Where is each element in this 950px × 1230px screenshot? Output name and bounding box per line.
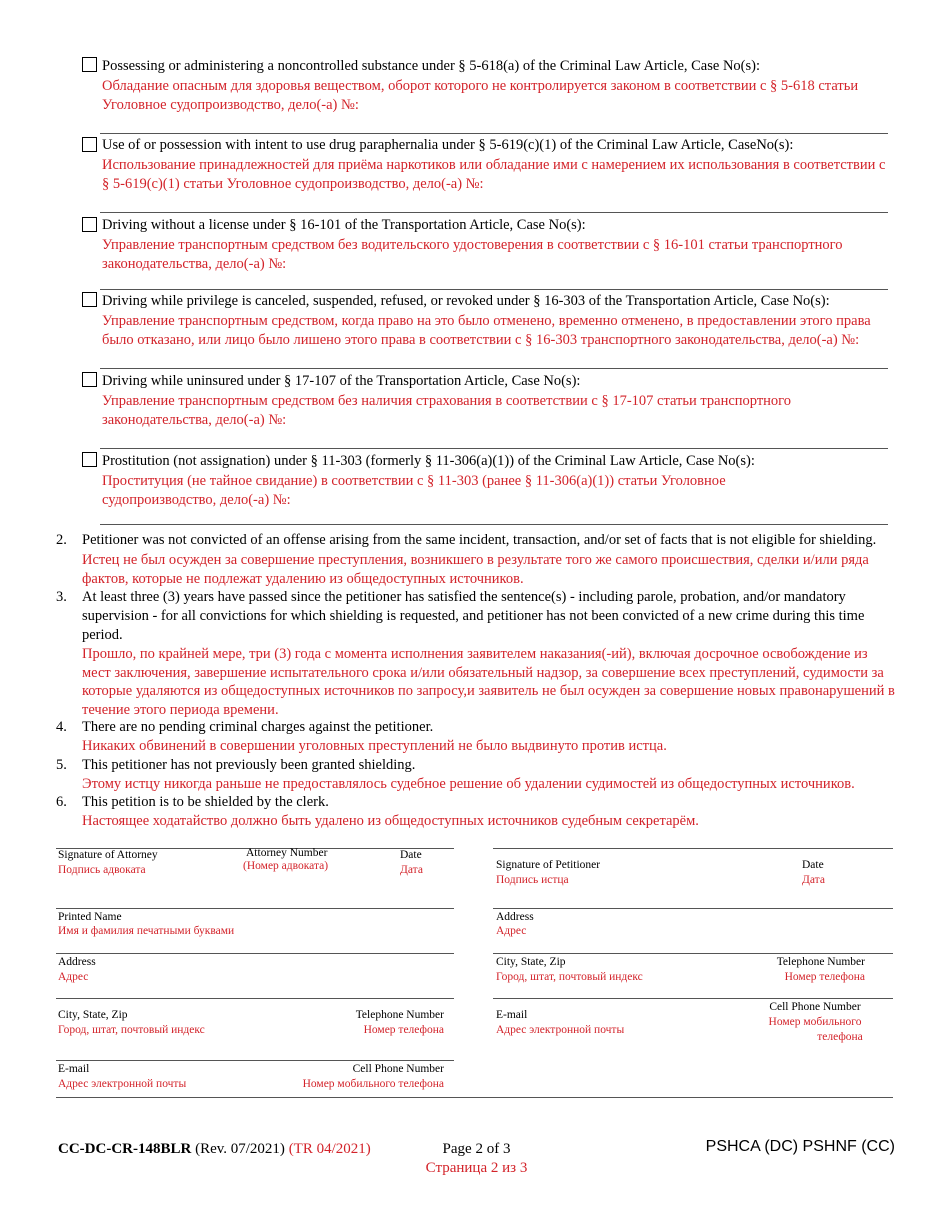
item-label-en: Driving while uninsured under § 17-107 of the Transportation Article, Case No(s): [102,373,581,389]
petitioner-address-label: Address [496,911,534,923]
form-translation-revision: (TR 04/2021) [288,1141,371,1157]
statement-en: Petitioner was not convicted of an offense arising from the same incident, transaction, and/or set of facts that is not eligible for shielding. [82,532,877,548]
attorney-city-label: City, State, Zip [58,1009,128,1021]
item-label-en: Driving without a license under § 16-101 of the Transportation Article, Case No(s): [102,217,586,233]
petitioner-date-label-ru: Дата [802,874,825,886]
petitioner-email-line[interactable] [493,998,893,999]
item-label-ru: Управление транспортным средством без водительского удостоверения в соответствии с § 16-101 статьи транспортного законодательства, дело(-а) №: [102,237,843,272]
attorney-address-label-ru: Адрес [58,971,89,983]
statement-number: 6. [56,794,67,810]
statement-ru: Прошло, по крайней мере, три (3) года с момента исполнения заявителем наказания(-ий), включая досрочное освобождение из мест заключения, завершение испытательного срока и/или обязательный надзор, за совершение всех преступлений, судимости за которые удаляются из общедоступных источников по запросу,и заявитель не был осужден за совершение новых правонарушений в течение этого периода времени. [82,646,895,718]
statement-ru: Настоящее ходатайство должно быть удалено из общедоступных источников судебным секретарём. [82,813,699,829]
attorney-phone-label: Telephone Number [355,1009,444,1021]
statement-en: There are no pending criminal charges against the petitioner. [82,719,434,735]
case-number-line[interactable] [100,133,888,134]
petitioner-phone-label: Telephone Number [776,956,865,968]
petitioner-email-label-ru: Адрес электронной почты [496,1024,625,1036]
case-number-line[interactable] [100,212,888,213]
checkbox-driving-uninsured[interactable] [82,372,97,387]
petitioner-cell-label-ru-2: телефона [817,1031,863,1043]
attorney-printed-name-line[interactable] [56,908,454,909]
form-codes: PSHCA (DC) PSHNF (CC) [705,1138,895,1155]
attorney-phone-label-ru: Номер телефона [363,1024,444,1036]
attorney-signature-label: Signature of Attorney [58,849,158,861]
item-label-ru: Использование принадлежностей для приёма наркотиков или обладание ими с намерением их использования в соответствии с § 5-619(c)(1) статьи Уголовное судопроизводство, дело(-а) №: [102,157,886,192]
attorney-address-line[interactable] [56,953,454,954]
item-label-ru: Обладание опасным для здоровья веществом, оборот которого не контролируется законом в соответствии с § 5-618 статьи Уголовное судопроизводство, дело(-а) №: [102,78,859,113]
petitioner-signature-line[interactable] [493,848,893,849]
attorney-city-line[interactable] [56,998,454,999]
item-label-ru: Управление транспортным средством без наличия страхования в соответствии с § 17-107 статьи транспортного законодательства, дело(-а) №: [102,393,792,428]
petitioner-email-label: E-mail [496,1009,528,1021]
statement-en: This petitioner has not previously been granted shielding. [82,757,416,773]
attorney-address-label: Address [58,956,96,968]
petitioner-city-line[interactable] [493,953,893,954]
attorney-cell-label: Cell Phone Number [352,1063,444,1075]
item-label-ru: Проституция (не тайное свидание) в соответствии с § 11-303 (ранее § 11-306(a)(1)) статьи Уголовное судопроизводство, дело(-а) №: [102,473,726,508]
statement-number: 2. [56,532,67,548]
footer-form-id [58,1140,371,1158]
petitioner-address-label-ru: Адрес [496,925,527,937]
case-number-line[interactable] [100,524,888,525]
signature-block-bottom-line [56,1097,893,1098]
page-number-ru: Страница 2 из 3 [425,1160,528,1176]
checkbox-driving-privilege-revoked[interactable] [82,292,97,307]
case-number-line[interactable] [100,448,888,449]
petitioner-phone-label-ru: Номер телефона [784,971,865,983]
item-label-ru: Управление транспортным средством, когда право на это было отменено, временно отменено, в предоставлении этого права было отказано, или лицо было лишено этого права в соответствии с § 16-303 транспортного законодательства, дело(-а) №: [102,313,871,348]
checkbox-noncontrolled-substance[interactable] [82,57,97,72]
statement-number: 5. [56,757,67,773]
attorney-date-label-ru: Дата [400,864,423,876]
attorney-email-line[interactable] [56,1060,454,1061]
item-label-en: Prostitution (not assignation) under § 11-303 (formerly § 11-306(a)(1)) of the Criminal Law Article, Case No(s): [102,453,755,469]
statement-number: 4. [56,719,67,735]
petitioner-address-line[interactable] [493,908,893,909]
statement-ru: Истец не был осужден за совершение преступления, возникшего в результате того же самого происшествия, сделки и/или ряда фактов, которые не подлежат удалению из общедоступных источников. [82,552,869,587]
petitioner-signature-label-ru: Подпись истца [496,874,569,886]
statement-number: 3. [56,589,67,605]
item-label-en: Possessing or administering a noncontrolled substance under § 5-618(a) of the Criminal Law Article, Case No(s): [102,58,760,74]
petitioner-signature-label: Signature of Petitioner [496,859,601,871]
checkbox-drug-paraphernalia[interactable] [82,137,97,152]
attorney-email-label-ru: Адрес электронной почты [58,1078,187,1090]
attorney-city-label-ru: Город, штат, почтовый индекс [58,1024,205,1036]
petitioner-city-label: City, State, Zip [496,956,566,968]
petitioner-cell-label: Cell Phone Number [769,1001,861,1013]
page-number: Page 2 of 3 [442,1141,511,1157]
item-label-en: Use of or possession with intent to use drug paraphernalia under § 5-619(c)(1) of the Criminal Law Article, CaseNo(s): [102,137,794,153]
petitioner-date-label: Date [802,859,824,871]
statement-en: This petition is to be shielded by the clerk. [82,794,329,810]
attorney-cell-label-ru: Номер мобильного телефона [302,1078,444,1090]
case-number-line[interactable] [100,368,888,369]
attorney-number-label: Attorney Number [246,847,328,859]
petitioner-city-label-ru: Город, штат, почтовый индекс [496,971,643,983]
statement-en: At least three (3) years have passed since the petitioner has satisfied the sentence(s) - including parole, probation, and/or mandatory supervision - for all convictions for which shielding is requested, and petitioner has not been convicted of a new crime during this time period. [82,589,865,643]
statement-ru: Никаких обвинений в совершении уголовных преступлений не было выдвинуто против истца. [82,738,667,754]
attorney-email-label: E-mail [58,1063,90,1075]
attorney-printed-name-label: Printed Name [58,911,122,923]
form-id: CC-DC-CR-148BLR [58,1141,192,1157]
item-label-en: Driving while privilege is canceled, suspended, refused, or revoked under § 16-303 of the Transportation Article, Case No(s): [102,293,830,309]
checkbox-prostitution[interactable] [82,452,97,467]
form-revision: (Rev. 07/2021) [195,1141,285,1157]
case-number-line[interactable] [100,289,888,290]
petitioner-cell-label-ru: Номер мобильного [768,1016,862,1028]
attorney-date-label: Date [400,849,422,861]
statement-ru: Этому истцу никогда раньше не предоставлялось судебное решение об удалении судимостей из общедоступных источников. [82,776,855,792]
attorney-number-label-ru: (Номер адвоката) [243,860,329,872]
attorney-printed-name-label-ru: Имя и фамилия печатными буквами [58,925,235,937]
checkbox-driving-without-license[interactable] [82,217,97,232]
attorney-signature-label-ru: Подпись адвоката [58,864,146,876]
